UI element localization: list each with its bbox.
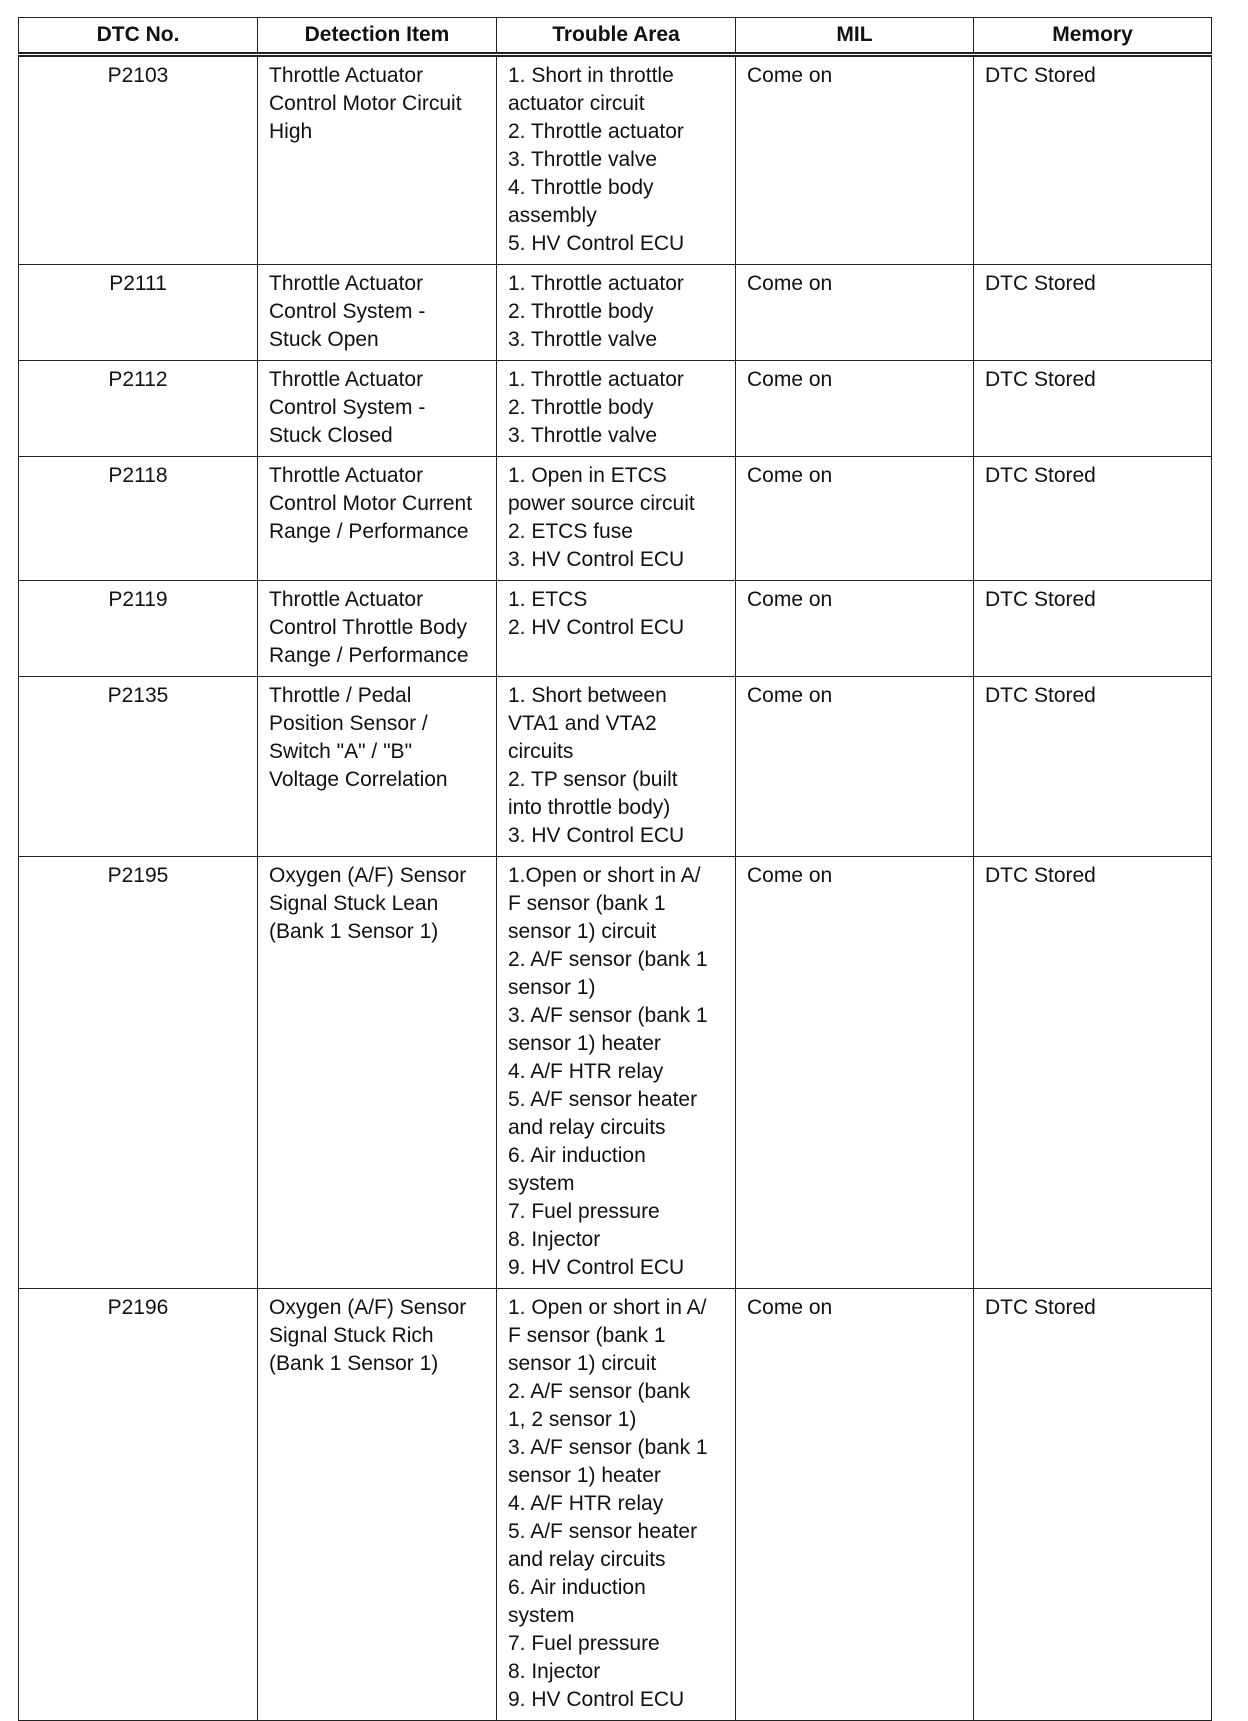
- trouble-area-line: 2. Throttle body: [508, 396, 654, 419]
- detection-item-cell: [258, 265, 497, 361]
- trouble-area-line: 3. A/F sensor (bank 1: [508, 1436, 708, 1459]
- trouble-area-line: 3. HV Control ECU: [508, 824, 685, 847]
- detection-item-line: Position Sensor /: [269, 712, 428, 735]
- trouble-area-cell: [497, 457, 736, 581]
- trouble-area-line: 9. HV Control ECU: [508, 1688, 685, 1711]
- trouble-area-cell: [497, 265, 736, 361]
- mil-cell: Come on: [736, 361, 974, 457]
- detection-item-line: Range / Performance: [269, 644, 469, 667]
- trouble-area-line: sensor 1) heater: [508, 1032, 661, 1055]
- trouble-area-line: power source circuit: [508, 492, 695, 515]
- dtc-code-cell: P2103: [19, 55, 258, 265]
- dtc-code-cell: P2195: [19, 857, 258, 1289]
- trouble-area-line: 2. TP sensor (built: [508, 768, 678, 791]
- detection-item-line: Signal Stuck Rich: [269, 1324, 434, 1347]
- table-row: [19, 1289, 1212, 1721]
- memory-cell: DTC Stored: [974, 55, 1212, 265]
- trouble-area-line: 4. Throttle body: [508, 176, 654, 199]
- trouble-area-line: F sensor (bank 1: [508, 892, 666, 915]
- detection-item-cell: [258, 581, 497, 677]
- detection-item-cell: [258, 361, 497, 457]
- memory-cell: DTC Stored: [974, 581, 1212, 677]
- trouble-area-line: sensor 1) circuit: [508, 1352, 657, 1375]
- dtc-code-cell: P2111: [19, 265, 258, 361]
- dtc-table: [18, 17, 1212, 1721]
- trouble-area-line: into throttle body): [508, 796, 671, 819]
- trouble-area-line: 2. A/F sensor (bank 1: [508, 948, 708, 971]
- trouble-area-line: 7. Fuel pressure: [508, 1632, 660, 1655]
- detection-item-cell: [258, 1289, 497, 1721]
- trouble-area-line: 7. Fuel pressure: [508, 1200, 660, 1223]
- trouble-area-line: sensor 1) heater: [508, 1464, 661, 1487]
- trouble-area-cell: [497, 361, 736, 457]
- trouble-area-line: 1, 2 sensor 1): [508, 1408, 637, 1431]
- header-detection-item: Detection Item: [258, 18, 497, 55]
- trouble-area-line: 1. Open or short in A/: [508, 1296, 707, 1319]
- detection-item-line: Range / Performance: [269, 520, 469, 543]
- detection-item-line: Control Motor Circuit: [269, 92, 462, 115]
- header-row: [19, 18, 1212, 55]
- trouble-area-line: 6. Air induction: [508, 1144, 646, 1167]
- trouble-area-line: system: [508, 1604, 575, 1627]
- detection-item-line: Control Motor Current: [269, 492, 473, 515]
- detection-item-line: Switch "A" / "B": [269, 740, 413, 763]
- dtc-code-cell: P2196: [19, 1289, 258, 1721]
- trouble-area-line: circuits: [508, 740, 574, 763]
- detection-item-line: Signal Stuck Lean: [269, 892, 439, 915]
- trouble-area-line: 3. Throttle valve: [508, 424, 658, 447]
- detection-item-line: Throttle Actuator: [269, 64, 424, 87]
- table-row: [19, 265, 1212, 361]
- trouble-area-line: 1. ETCS: [508, 588, 588, 611]
- trouble-area-line: assembly: [508, 204, 597, 227]
- detection-item-line: (Bank 1 Sensor 1): [269, 1352, 439, 1375]
- detection-item-cell: [258, 55, 497, 265]
- table-row: [19, 361, 1212, 457]
- header-mil: MIL: [736, 18, 974, 55]
- detection-item-line: Control Throttle Body: [269, 616, 468, 639]
- trouble-area-line: 6. Air induction: [508, 1576, 646, 1599]
- mil-cell: Come on: [736, 265, 974, 361]
- header-dtc-no: DTC No.: [19, 18, 258, 55]
- trouble-area-cell: [497, 857, 736, 1289]
- memory-cell: DTC Stored: [974, 1289, 1212, 1721]
- mil-cell: Come on: [736, 581, 974, 677]
- trouble-area-line: 4. A/F HTR relay: [508, 1060, 664, 1083]
- detection-item-line: Stuck Closed: [269, 424, 393, 447]
- trouble-area-line: VTA1 and VTA2: [508, 712, 657, 735]
- dtc-code-cell: P2119: [19, 581, 258, 677]
- trouble-area-line: sensor 1): [508, 976, 596, 999]
- trouble-area-line: system: [508, 1172, 575, 1195]
- trouble-area-line: 2. Throttle body: [508, 300, 654, 323]
- trouble-area-line: 5. A/F sensor heater: [508, 1520, 698, 1543]
- trouble-area-line: 5. A/F sensor heater: [508, 1088, 698, 1111]
- detection-item-line: Throttle / Pedal: [269, 684, 412, 707]
- detection-item-line: Oxygen (A/F) Sensor: [269, 1296, 467, 1319]
- detection-item-line: Throttle Actuator: [269, 464, 424, 487]
- mil-cell: Come on: [736, 857, 974, 1289]
- trouble-area-cell: [497, 1289, 736, 1721]
- trouble-area-line: 3. A/F sensor (bank 1: [508, 1004, 708, 1027]
- detection-item-line: (Bank 1 Sensor 1): [269, 920, 439, 943]
- mil-cell: Come on: [736, 1289, 974, 1721]
- header-memory: Memory: [974, 18, 1212, 55]
- detection-item-cell: [258, 857, 497, 1289]
- trouble-area-line: 1. Throttle actuator: [508, 368, 684, 391]
- detection-item-cell: [258, 677, 497, 857]
- table-row: [19, 581, 1212, 677]
- table-row: [19, 857, 1212, 1289]
- detection-item-line: Stuck Open: [269, 328, 379, 351]
- memory-cell: DTC Stored: [974, 265, 1212, 361]
- detection-item-line: Throttle Actuator: [269, 272, 424, 295]
- trouble-area-cell: [497, 677, 736, 857]
- dtc-code-cell: P2118: [19, 457, 258, 581]
- memory-cell: DTC Stored: [974, 361, 1212, 457]
- trouble-area-line: 4. A/F HTR relay: [508, 1492, 664, 1515]
- trouble-area-line: 8. Injector: [508, 1228, 601, 1251]
- table-row: [19, 457, 1212, 581]
- trouble-area-line: 2. ETCS fuse: [508, 520, 633, 543]
- detection-item-line: Oxygen (A/F) Sensor: [269, 864, 467, 887]
- trouble-area-line: 2. A/F sensor (bank: [508, 1380, 691, 1403]
- trouble-area-line: 3. HV Control ECU: [508, 548, 685, 571]
- trouble-area-line: 1. Throttle actuator: [508, 272, 684, 295]
- dtc-code-cell: P2112: [19, 361, 258, 457]
- table-body: [19, 55, 1212, 1721]
- trouble-area-line: 2. Throttle actuator: [508, 120, 684, 143]
- trouble-area-line: 1. Open in ETCS: [508, 464, 667, 487]
- trouble-area-line: 3. Throttle valve: [508, 328, 658, 351]
- trouble-area-line: 5. HV Control ECU: [508, 232, 685, 255]
- detection-item-line: Control System -: [269, 396, 426, 419]
- mil-cell: Come on: [736, 677, 974, 857]
- detection-item-cell: [258, 457, 497, 581]
- trouble-area-line: 1. Short in throttle: [508, 64, 674, 87]
- trouble-area-line: actuator circuit: [508, 92, 645, 115]
- trouble-area-line: 3. Throttle valve: [508, 148, 658, 171]
- header-trouble-area: Trouble Area: [497, 18, 736, 55]
- trouble-area-line: 8. Injector: [508, 1660, 601, 1683]
- trouble-area-line: and relay circuits: [508, 1116, 666, 1139]
- memory-cell: DTC Stored: [974, 857, 1212, 1289]
- table-row: [19, 55, 1212, 265]
- trouble-area-line: F sensor (bank 1: [508, 1324, 666, 1347]
- trouble-area-line: 9. HV Control ECU: [508, 1256, 685, 1279]
- detection-item-line: High: [269, 120, 313, 143]
- memory-cell: DTC Stored: [974, 457, 1212, 581]
- detection-item-line: Control System -: [269, 300, 426, 323]
- detection-item-line: Throttle Actuator: [269, 588, 424, 611]
- trouble-area-cell: [497, 55, 736, 265]
- dtc-code-cell: P2135: [19, 677, 258, 857]
- trouble-area-line: 1. Short between: [508, 684, 667, 707]
- table-row: [19, 677, 1212, 857]
- detection-item-line: Throttle Actuator: [269, 368, 424, 391]
- mil-cell: Come on: [736, 55, 974, 265]
- detection-item-line: Voltage Correlation: [269, 768, 448, 791]
- trouble-area-line: 2. HV Control ECU: [508, 616, 685, 639]
- trouble-area-cell: [497, 581, 736, 677]
- mil-cell: Come on: [736, 457, 974, 581]
- memory-cell: DTC Stored: [974, 677, 1212, 857]
- trouble-area-line: and relay circuits: [508, 1548, 666, 1571]
- trouble-area-line: sensor 1) circuit: [508, 920, 657, 943]
- trouble-area-line: 1.Open or short in A/: [508, 864, 701, 887]
